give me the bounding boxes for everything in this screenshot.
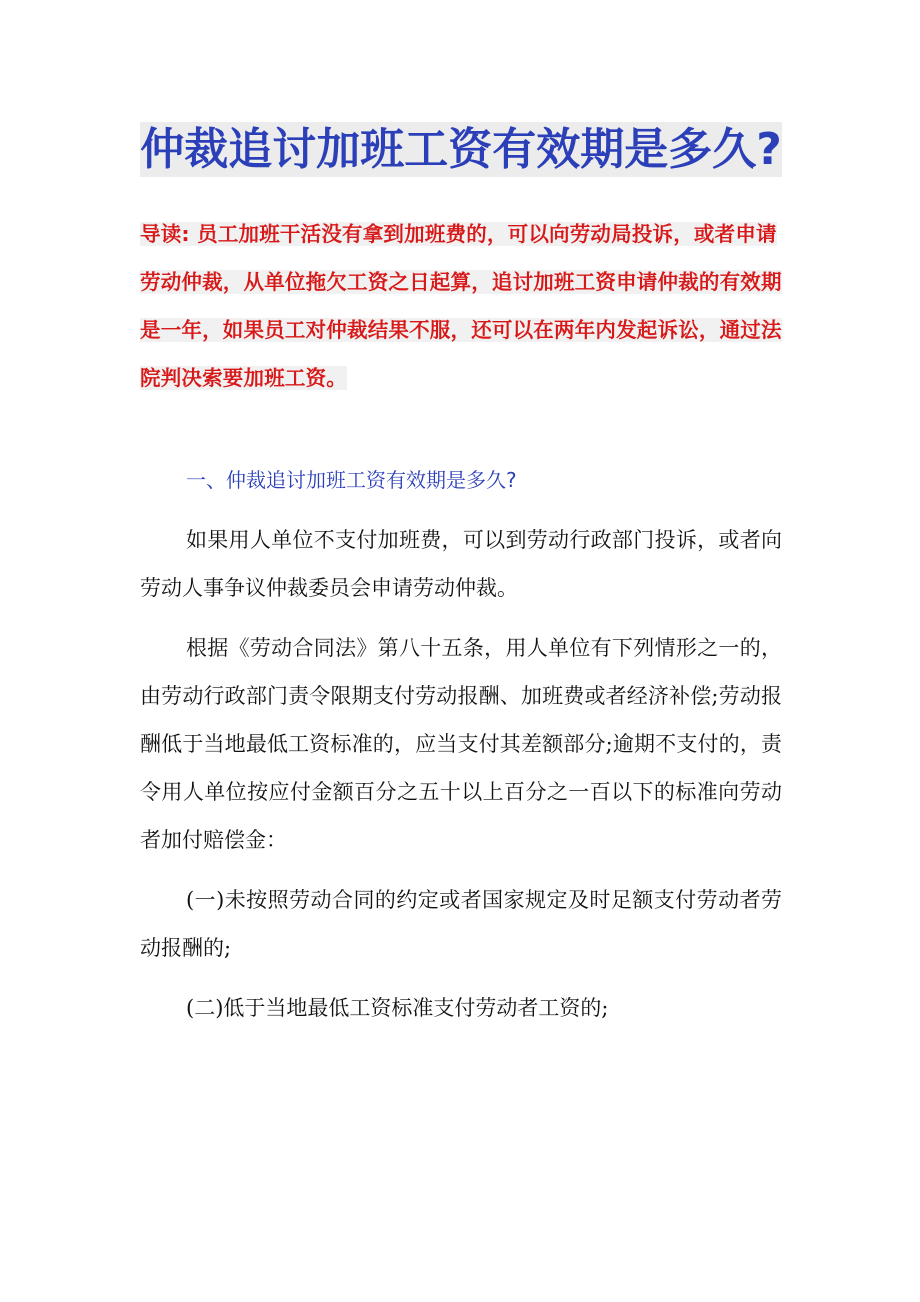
body-paragraph-1: 如果用人单位不支付加班费，可以到劳动行政部门投诉，或者向劳动人事争议仲裁委员会申请劳动仲裁。	[140, 528, 782, 600]
body-paragraph-3: (一)未按照劳动合同的约定或者国家规定及时足额支付劳动者劳动报酬的;	[140, 888, 782, 960]
body-paragraph-2: 根据《劳动合同法》第八十五条，用人单位有下列情形之一的，由劳动行政部门责令限期支付劳动报酬、加班费或者经济补偿;劳动报酬低于当地最低工资标准的，应当支付其差额部分;逾期不支付的，责令用人单位按应付金额百分之五十以上百分之一百以下的标准向劳动者加付赔偿金：	[140, 636, 782, 852]
document-page	[140, 0, 782, 1032]
lead-text: 导读: 员工加班干活没有拿到加班费的，可以向劳动局投诉，或者申请劳动仲裁，从单位拖欠工资之日起算，追讨加班工资申请仲裁的有效期是一年，如果员工对仲裁结果不服，还可以在两年内发起诉讼，通过法院判决索要加班工资。	[140, 222, 782, 390]
section-heading: 一、仲裁追讨加班工资有效期是多久?	[186, 468, 517, 492]
document-title-text: 仲裁追讨加班工资有效期是多久?	[140, 124, 782, 175]
body-paragraph-4: (二)低于当地最低工资标准支付劳动者工资的;	[186, 996, 609, 1020]
lead-paragraph	[140, 210, 782, 402]
document-title	[140, 0, 782, 184]
